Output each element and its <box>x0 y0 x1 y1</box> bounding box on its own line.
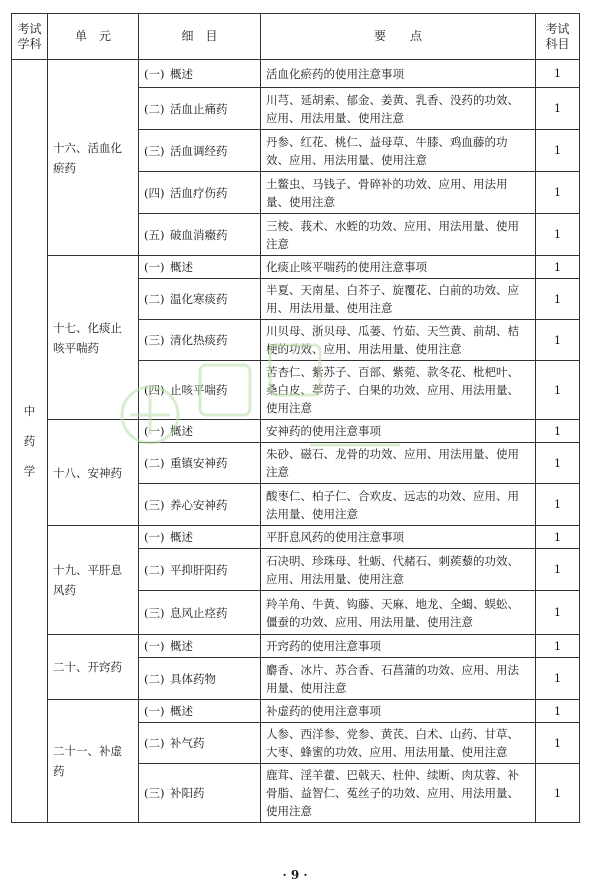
detail-number: (三) <box>144 143 165 158</box>
unit-cell: 十九、平肝息风药 <box>48 526 139 635</box>
count-cell: 1 <box>536 214 580 256</box>
detail-number: (四) <box>144 185 165 200</box>
count-cell: 1 <box>536 549 580 591</box>
detail-label: 概述 <box>170 260 193 274</box>
detail-cell <box>139 484 261 526</box>
points-cell: 化痰止咳平喘药的使用注意事项 <box>261 256 536 279</box>
points-cell: 丹参、红花、桃仁、益母草、牛膝、鸡血藤的功效、应用、用法用量、使用注意 <box>261 130 536 172</box>
detail-number: (二) <box>144 562 165 577</box>
unit-cell: 二十、开窍药 <box>48 635 139 700</box>
points-cell: 开窍药的使用注意事项 <box>261 635 536 658</box>
count-cell: 1 <box>536 60 580 88</box>
detail-cell <box>139 88 261 130</box>
detail-label: 重镇安神药 <box>170 456 228 470</box>
detail-cell <box>139 320 261 361</box>
detail-number: (三) <box>144 333 165 347</box>
points-cell: 补虚药的使用注意事项 <box>261 700 536 723</box>
detail-label: 破血消癥药 <box>170 227 228 242</box>
unit-cell: 十六、活血化瘀药 <box>48 60 139 256</box>
detail-label: 活血调经药 <box>170 143 228 158</box>
points-cell: 酸枣仁、柏子仁、合欢皮、远志的功效、应用、用法用量、使用注意 <box>261 484 536 526</box>
header-count: 考试科目 <box>536 14 580 60</box>
unit-cell: 二十一、补虚药 <box>48 700 139 823</box>
detail-cell <box>139 591 261 635</box>
count-cell: 1 <box>536 591 580 635</box>
detail-cell <box>139 60 261 88</box>
table-row <box>12 635 580 658</box>
detail-label: 活血止痛药 <box>170 101 228 116</box>
detail-label: 温化寒痰药 <box>170 292 228 306</box>
count-cell: 1 <box>536 723 580 764</box>
detail-label: 具体药物 <box>170 671 216 686</box>
header-unit: 单 元 <box>48 14 139 60</box>
points-cell: 羚羊角、牛黄、钩藤、天麻、地龙、全蝎、蜈蚣、僵蚕的功效、应用、用法用量、使用注意 <box>261 591 536 635</box>
points-cell: 苦杏仁、紫苏子、百部、紫菀、款冬花、枇杷叶、桑白皮、葶苈子、白果的功效、应用、用法用量、使用注意 <box>261 361 536 420</box>
detail-number: (一) <box>144 260 165 274</box>
unit-cell: 十八、安神药 <box>48 420 139 526</box>
detail-cell <box>139 658 261 700</box>
table-row <box>12 256 580 279</box>
count-cell: 1 <box>536 88 580 130</box>
detail-number: (一) <box>144 424 165 438</box>
detail-number: (二) <box>144 101 165 116</box>
detail-number: (二) <box>144 671 165 686</box>
detail-cell <box>139 723 261 764</box>
detail-number: (三) <box>144 786 165 800</box>
detail-label: 概述 <box>170 424 193 438</box>
detail-number: (一) <box>144 66 165 81</box>
count-cell: 1 <box>536 484 580 526</box>
detail-number: (二) <box>144 736 165 750</box>
count-cell: 1 <box>536 320 580 361</box>
table-body <box>12 60 580 823</box>
points-cell: 活血化瘀药的使用注意事项 <box>261 60 536 88</box>
detail-number: (一) <box>144 704 165 718</box>
detail-label: 平抑肝阳药 <box>170 562 228 577</box>
detail-cell <box>139 700 261 723</box>
count-cell: 1 <box>536 420 580 443</box>
detail-label: 清化热痰药 <box>170 333 228 347</box>
points-cell: 安神药的使用注意事项 <box>261 420 536 443</box>
detail-label: 概述 <box>170 66 193 81</box>
count-cell: 1 <box>536 700 580 723</box>
table-row <box>12 420 580 443</box>
subject-cell: 中 药 学 <box>12 60 48 823</box>
detail-label: 活血疗伤药 <box>170 185 228 200</box>
header-subject: 考试学科 <box>12 14 48 60</box>
count-cell: 1 <box>536 256 580 279</box>
detail-number: (二) <box>144 292 165 306</box>
points-cell: 川芎、延胡索、郁金、姜黄、乳香、没药的功效、应用、用法用量、使用注意 <box>261 88 536 130</box>
detail-cell <box>139 130 261 172</box>
table-row <box>12 60 580 88</box>
detail-label: 概述 <box>170 639 193 653</box>
detail-label: 止咳平喘药 <box>170 383 228 397</box>
detail-cell <box>139 172 261 214</box>
detail-label: 概述 <box>170 704 193 718</box>
detail-cell <box>139 361 261 420</box>
points-cell: 朱砂、磁石、龙骨的功效、应用、用法用量、使用注意 <box>261 443 536 484</box>
detail-label: 概述 <box>170 530 193 544</box>
syllabus-table <box>11 13 580 823</box>
detail-cell <box>139 214 261 256</box>
detail-cell <box>139 279 261 320</box>
detail-label: 息风止痉药 <box>170 605 228 620</box>
count-cell: 1 <box>536 172 580 214</box>
detail-cell <box>139 549 261 591</box>
detail-cell <box>139 443 261 484</box>
points-cell: 三棱、莪术、水蛭的功效、应用、用法用量、使用注意 <box>261 214 536 256</box>
detail-cell <box>139 420 261 443</box>
detail-number: (一) <box>144 639 165 653</box>
points-cell: 石决明、珍珠母、牡蛎、代赭石、刺蒺藜的功效、应用、用法用量、使用注意 <box>261 549 536 591</box>
header-points: 要 点 <box>261 14 536 60</box>
detail-label: 补阳药 <box>170 786 205 800</box>
page-number: · 9 · <box>282 868 308 882</box>
detail-cell <box>139 764 261 823</box>
count-cell: 1 <box>536 526 580 549</box>
detail-number: (三) <box>144 605 165 620</box>
count-cell: 1 <box>536 764 580 823</box>
points-cell: 土鳖虫、马钱子、骨碎补的功效、应用、用法用量、使用注意 <box>261 172 536 214</box>
points-cell: 平肝息风药的使用注意事项 <box>261 526 536 549</box>
detail-cell <box>139 256 261 279</box>
count-cell: 1 <box>536 130 580 172</box>
points-cell: 川贝母、浙贝母、瓜蒌、竹茹、天竺黄、前胡、桔梗的功效、应用、用法用量、使用注意 <box>261 320 536 361</box>
detail-label: 补气药 <box>170 736 205 750</box>
table-row <box>12 700 580 723</box>
detail-number: (三) <box>144 497 165 512</box>
points-cell: 半夏、天南星、白芥子、旋覆花、白前的功效、应用、用法用量、使用注意 <box>261 279 536 320</box>
detail-label: 养心安神药 <box>170 497 228 512</box>
table-row <box>12 526 580 549</box>
points-cell: 鹿茸、淫羊藿、巴戟天、杜仲、续断、肉苁蓉、补骨脂、益智仁、菟丝子的功效、应用、用法用量、使用注意 <box>261 764 536 823</box>
points-cell: 人参、西洋参、党参、黄芪、白术、山药、甘草、大枣、蜂蜜的功效、应用、用法用量、使用注意 <box>261 723 536 764</box>
detail-cell <box>139 635 261 658</box>
detail-number: (四) <box>144 383 165 397</box>
count-cell: 1 <box>536 361 580 420</box>
count-cell: 1 <box>536 658 580 700</box>
detail-number: (一) <box>144 530 165 544</box>
unit-cell: 十七、化痰止咳平喘药 <box>48 256 139 420</box>
points-cell: 麝香、冰片、苏合香、石菖蒲的功效、应用、用法用量、使用注意 <box>261 658 536 700</box>
detail-cell <box>139 526 261 549</box>
count-cell: 1 <box>536 279 580 320</box>
header-row <box>12 14 580 60</box>
count-cell: 1 <box>536 635 580 658</box>
header-detail: 细 目 <box>139 14 261 60</box>
count-cell: 1 <box>536 443 580 484</box>
detail-number: (二) <box>144 456 165 470</box>
detail-number: (五) <box>144 227 165 242</box>
